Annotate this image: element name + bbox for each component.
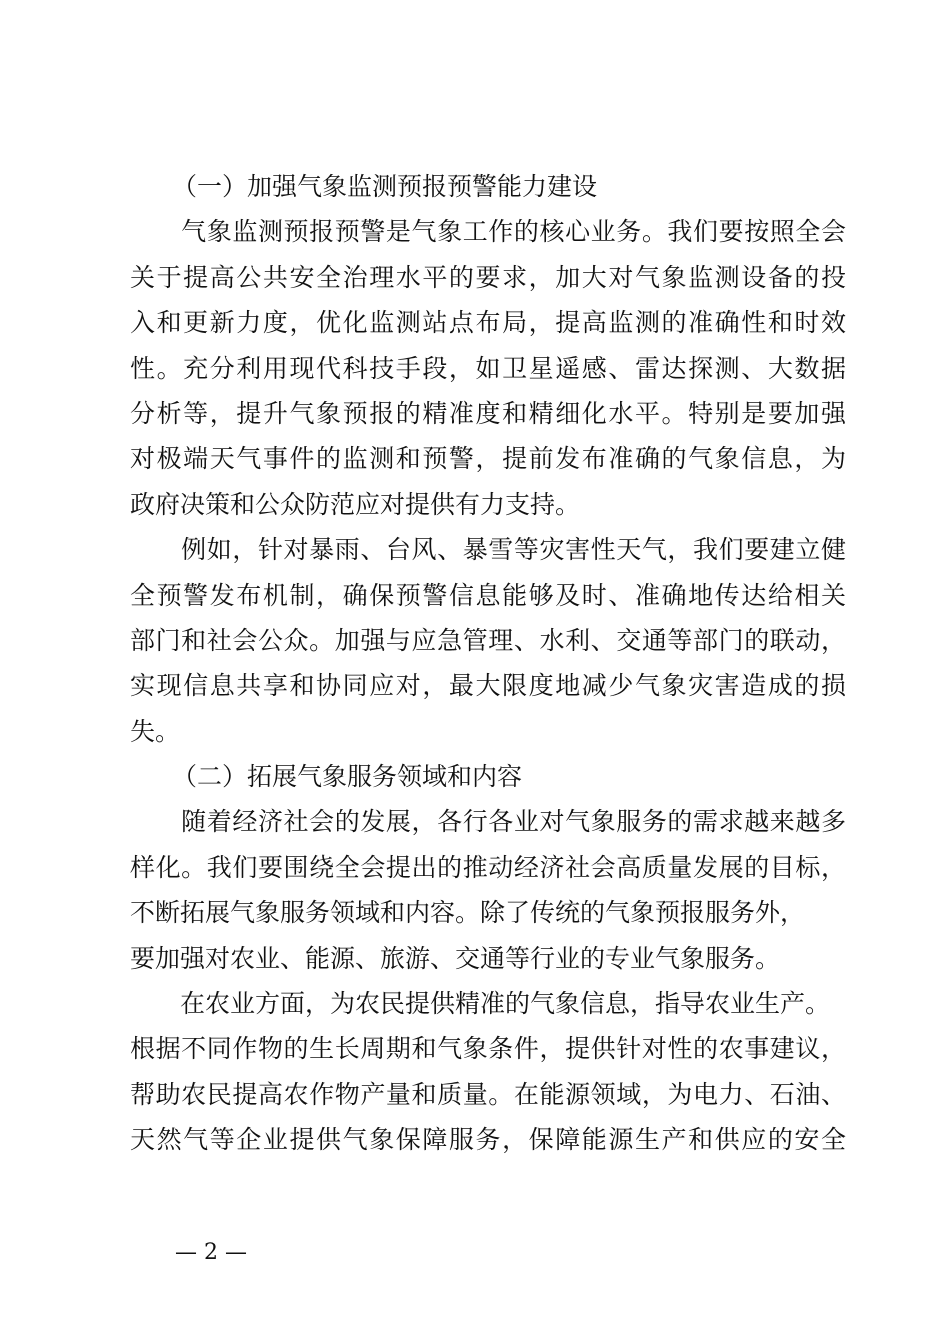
paragraph-line: 部门和社会公众。加强与应急管理、水利、交通等部门的联动， bbox=[130, 625, 846, 655]
section-heading-1: （一）加强气象监测预报预警能力建设 bbox=[172, 172, 598, 201]
paragraph-line: 要加强对农业、能源、旅游、交通等行业的专业气象服务。 bbox=[130, 943, 781, 973]
paragraph-line: 根据不同作物的生长周期和气象条件，提供针对性的农事建议， bbox=[130, 1034, 846, 1064]
paragraph-line: 分析等，提升气象预报的精准度和精细化水平。特别是要加强 bbox=[130, 398, 846, 428]
paragraph bbox=[130, 799, 846, 981]
paragraph-line: 性。充分利用现代科技手段，如卫星遥感、雷达探测、大数据 bbox=[130, 353, 846, 383]
paragraph-line: 帮助农民提高农作物产量和质量。在能源领域，为电力、石油、 bbox=[130, 1079, 846, 1109]
document-body bbox=[130, 164, 846, 1163]
page-number: — 2 — bbox=[175, 1240, 247, 1265]
paragraph-line: 实现信息共享和协同应对，最大限度地减少气象灾害造成的损 bbox=[130, 671, 846, 701]
paragraph-line: 入和更新力度，优化监测站点布局，提高监测的准确性和时效 bbox=[130, 308, 846, 338]
paragraph-line: 失。 bbox=[130, 716, 181, 746]
paragraph-line: 对极端天气事件的监测和预警，提前发布准确的气象信息，为 bbox=[130, 444, 846, 474]
paragraph bbox=[130, 981, 846, 1163]
paragraph-line: 气象监测预报预警是气象工作的核心业务。我们要按照全会 bbox=[130, 217, 846, 247]
paragraph-line: 政府决策和公众防范应对提供有力支持。 bbox=[130, 489, 581, 519]
paragraph-line: 不断拓展气象服务领域和内容。除了传统的气象预报服务外， bbox=[130, 898, 806, 928]
paragraph bbox=[130, 527, 846, 754]
paragraph-line: 全预警发布机制，确保预警信息能够及时、准确地传达给相关 bbox=[130, 580, 846, 610]
paragraph bbox=[130, 209, 846, 527]
paragraph-line: 样化。我们要围绕全会提出的推动经济社会高质量发展的目标， bbox=[130, 852, 846, 882]
section-heading-2: （二）拓展气象服务领域和内容 bbox=[172, 762, 523, 792]
paragraph-line: 随着经济社会的发展，各行各业对气象服务的需求越来越多 bbox=[130, 807, 846, 837]
paragraph-line: 例如，针对暴雨、台风、暴雪等灾害性天气，我们要建立健 bbox=[130, 535, 846, 565]
paragraph-line: 在农业方面，为农民提供精准的气象信息，指导农业生产。 bbox=[130, 989, 831, 1019]
paragraph-line: 天然气等企业提供气象保障服务，保障能源生产和供应的安全 bbox=[130, 1125, 846, 1155]
paragraph-line: 关于提高公共安全治理水平的要求，加大对气象监测设备的投 bbox=[130, 262, 846, 292]
